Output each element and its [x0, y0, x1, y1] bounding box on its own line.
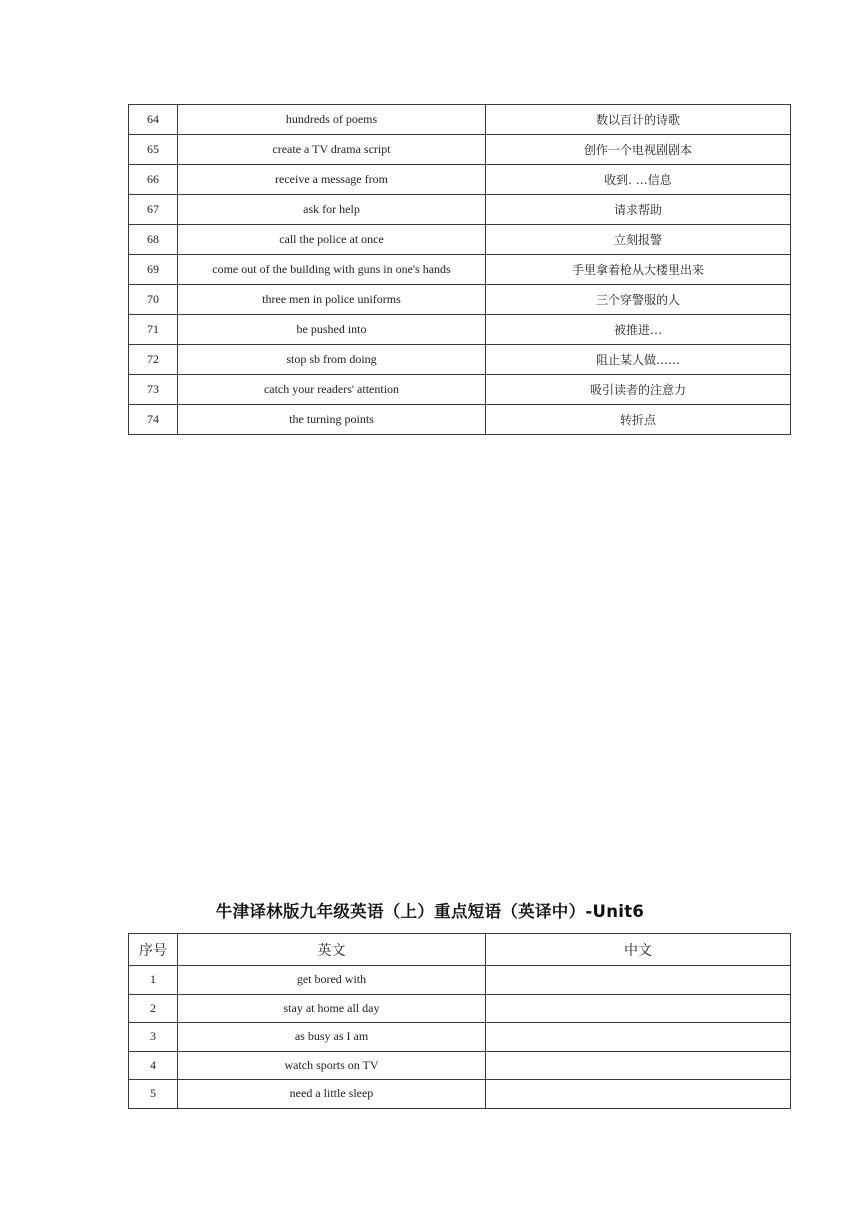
english-phrase: be pushed into — [178, 315, 486, 345]
row-number: 3 — [129, 1023, 178, 1052]
table-row — [129, 966, 791, 995]
table-row — [129, 1080, 791, 1109]
table-row — [129, 345, 791, 375]
chinese-translation: 立刻报警 — [486, 225, 791, 255]
row-number: 4 — [129, 1051, 178, 1080]
english-phrase: watch sports on TV — [178, 1051, 486, 1080]
header-chinese: 中文 — [486, 934, 791, 966]
row-number: 67 — [129, 195, 178, 225]
chinese-translation: 阻止某人做…… — [486, 345, 791, 375]
chinese-translation: 收到. …信息 — [486, 165, 791, 195]
table-row — [129, 1023, 791, 1052]
unit6-phrase-table — [128, 933, 791, 1109]
row-number: 71 — [129, 315, 178, 345]
chinese-translation: 数以百计的诗歌 — [486, 105, 791, 135]
english-phrase: receive a message from — [178, 165, 486, 195]
english-phrase: come out of the building with guns in one's hands — [178, 255, 486, 285]
table-row — [129, 195, 791, 225]
english-phrase: the turning points — [178, 405, 486, 435]
chinese-translation-blank — [486, 1023, 791, 1052]
english-phrase: ask for help — [178, 195, 486, 225]
row-number: 72 — [129, 345, 178, 375]
header-english: 英文 — [178, 934, 486, 966]
row-number: 2 — [129, 994, 178, 1023]
table-row — [129, 405, 791, 435]
table-row — [129, 994, 791, 1023]
row-number: 65 — [129, 135, 178, 165]
english-phrase: stay at home all day — [178, 994, 486, 1023]
table-header-row — [129, 934, 791, 966]
chinese-translation: 转折点 — [486, 405, 791, 435]
table-row — [129, 1051, 791, 1080]
phrase-table-continued — [128, 104, 791, 435]
chinese-translation-blank — [486, 994, 791, 1023]
chinese-translation-blank — [486, 1051, 791, 1080]
english-phrase: create a TV drama script — [178, 135, 486, 165]
table-row — [129, 135, 791, 165]
chinese-translation: 三个穿警服的人 — [486, 285, 791, 315]
row-number: 73 — [129, 375, 178, 405]
row-number: 64 — [129, 105, 178, 135]
chinese-translation: 请求帮助 — [486, 195, 791, 225]
table-row — [129, 255, 791, 285]
english-phrase: need a little sleep — [178, 1080, 486, 1109]
english-phrase: get bored with — [178, 966, 486, 995]
english-phrase: three men in police uniforms — [178, 285, 486, 315]
header-number: 序号 — [129, 934, 178, 966]
chinese-translation: 创作一个电视剧剧本 — [486, 135, 791, 165]
english-phrase: hundreds of poems — [178, 105, 486, 135]
table-row — [129, 165, 791, 195]
chinese-translation: 吸引读者的注意力 — [486, 375, 791, 405]
row-number: 74 — [129, 405, 178, 435]
table-row — [129, 375, 791, 405]
table-row — [129, 225, 791, 255]
english-phrase: catch your readers' attention — [178, 375, 486, 405]
chinese-translation-blank — [486, 966, 791, 995]
row-number: 68 — [129, 225, 178, 255]
english-phrase: as busy as I am — [178, 1023, 486, 1052]
row-number: 1 — [129, 966, 178, 995]
chinese-translation: 手里拿着枪从大楼里出来 — [486, 255, 791, 285]
table-row — [129, 315, 791, 345]
row-number: 66 — [129, 165, 178, 195]
row-number: 5 — [129, 1080, 178, 1109]
row-number: 69 — [129, 255, 178, 285]
row-number: 70 — [129, 285, 178, 315]
table-row — [129, 285, 791, 315]
chinese-translation: 被推进… — [486, 315, 791, 345]
english-phrase: call the police at once — [178, 225, 486, 255]
english-phrase: stop sb from doing — [178, 345, 486, 375]
chinese-translation-blank — [486, 1080, 791, 1109]
section-title: 牛津译林版九年级英语（上）重点短语（英译中）-Unit6 — [215, 902, 645, 921]
table-row — [129, 105, 791, 135]
